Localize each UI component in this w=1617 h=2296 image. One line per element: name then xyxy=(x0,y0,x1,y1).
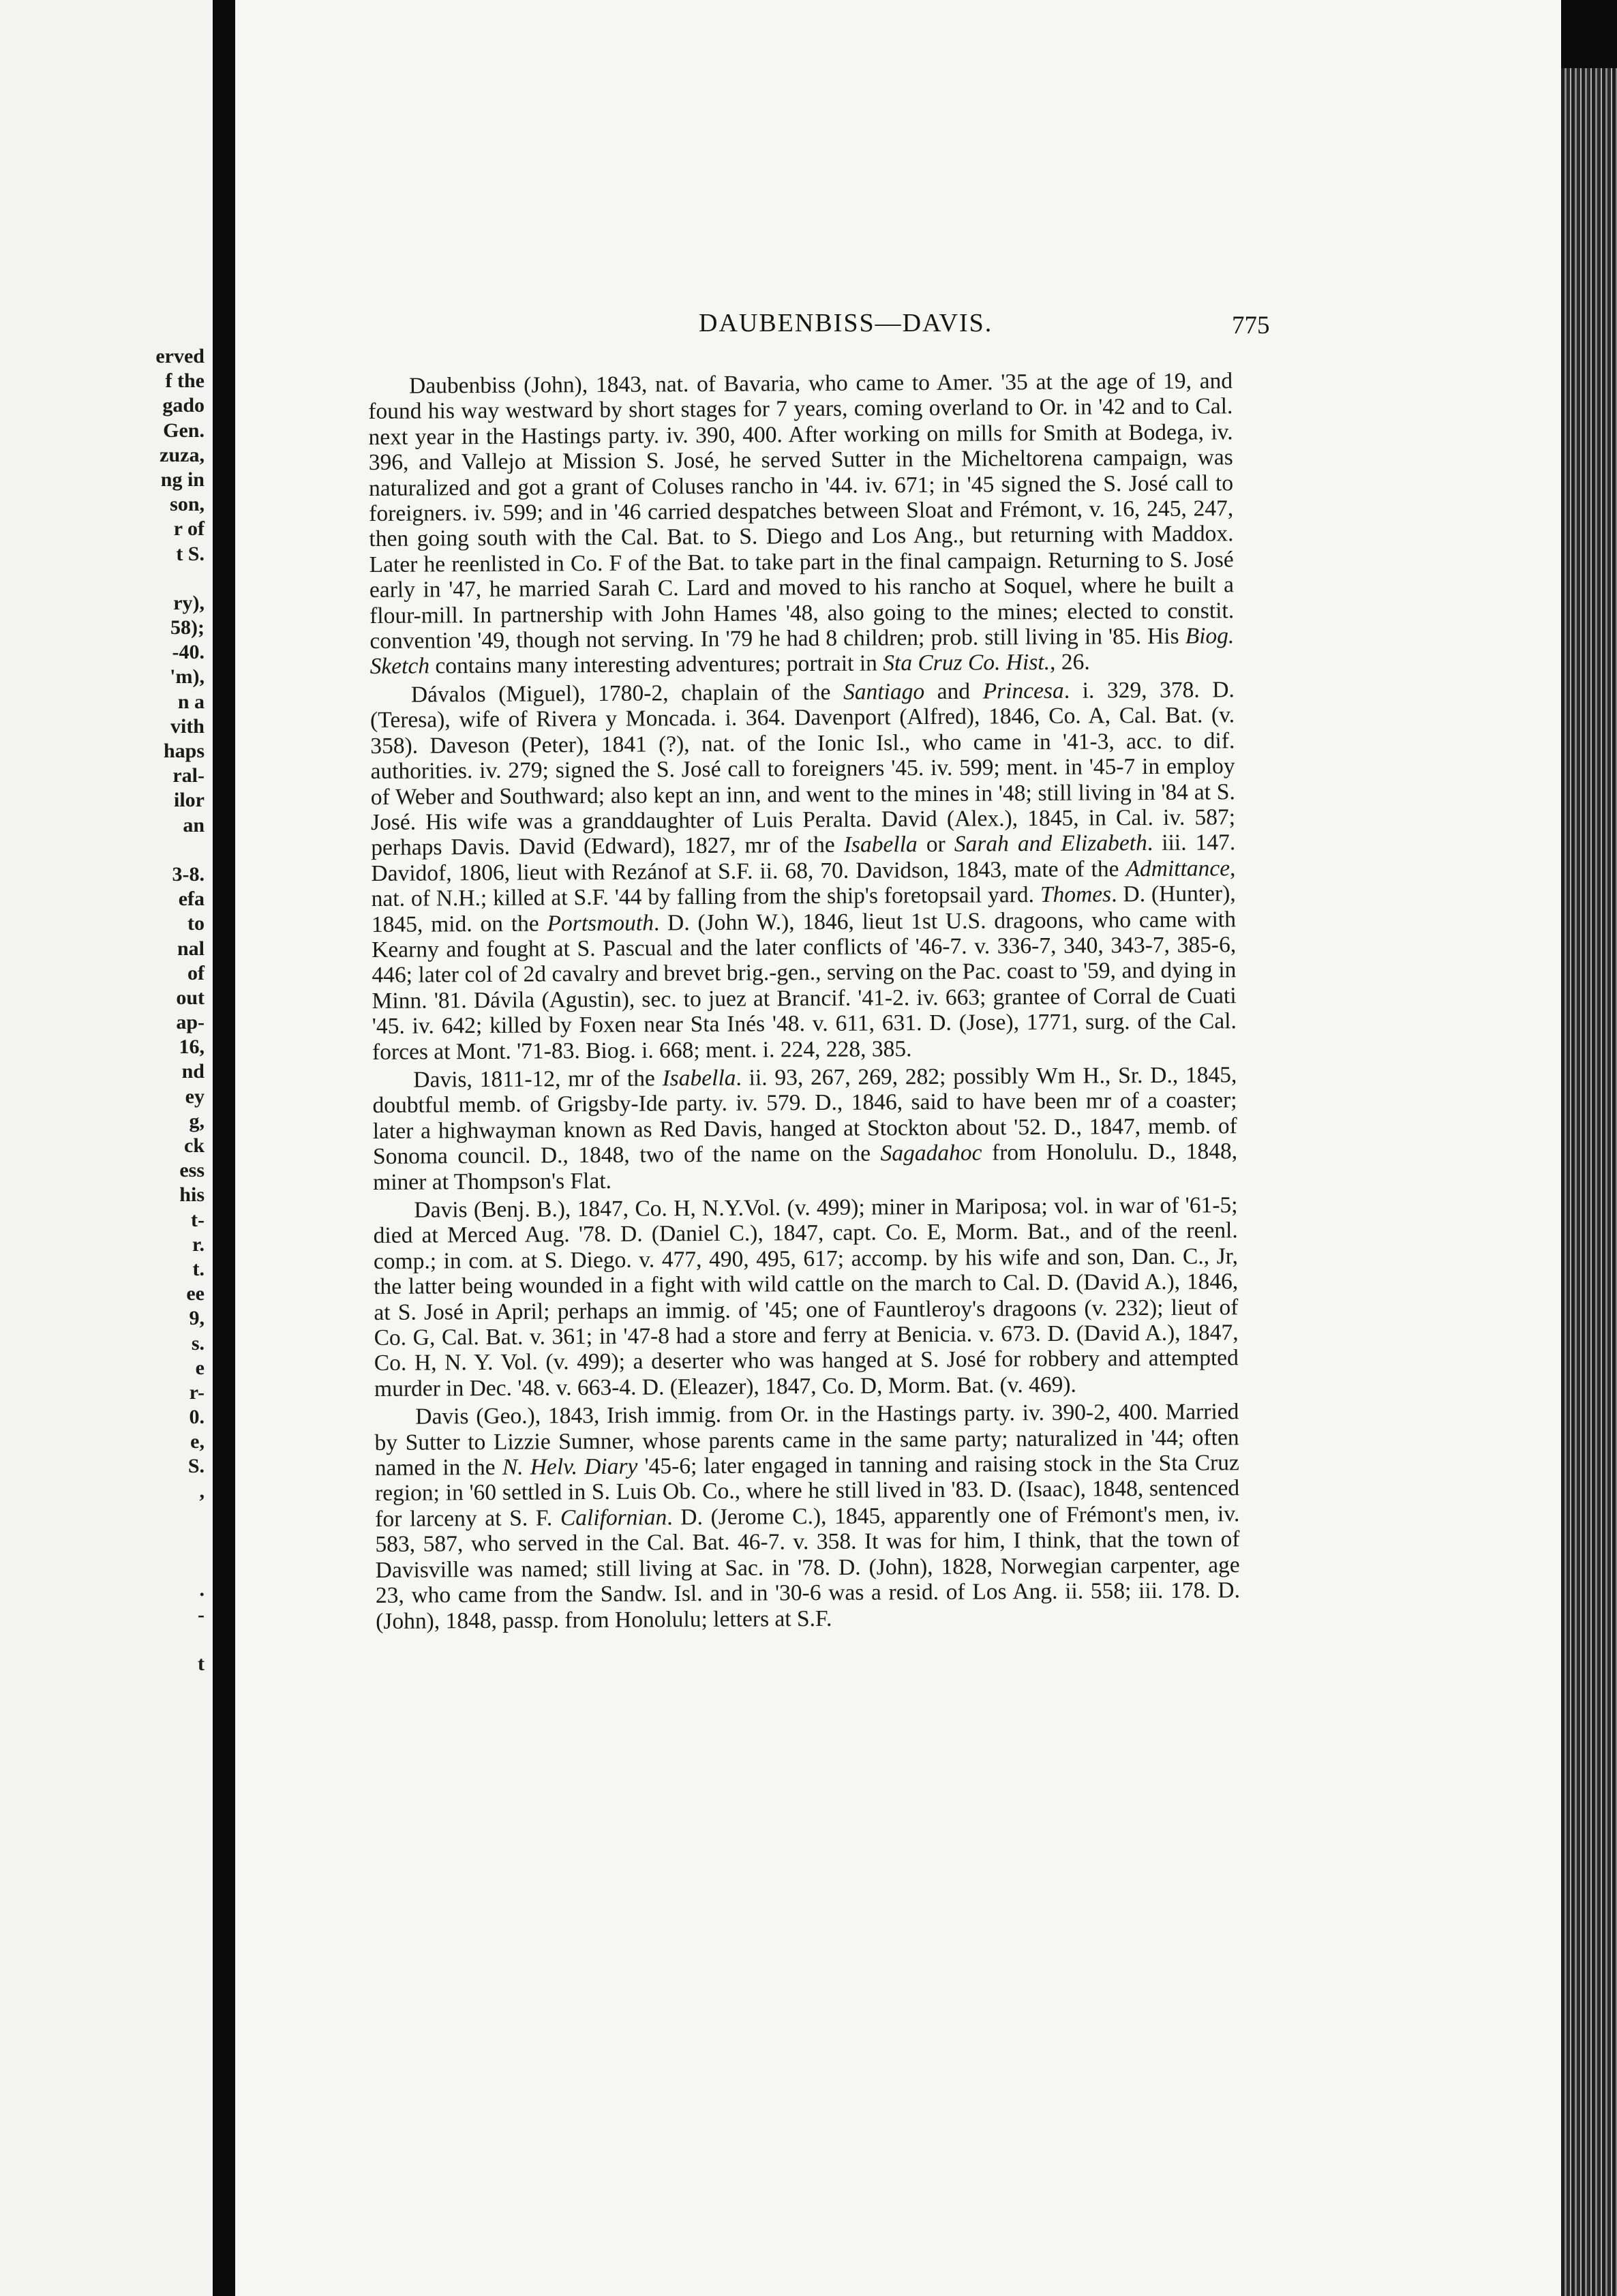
entry-paragraph xyxy=(370,677,1237,1065)
text-run: . iii. 147. Davidof, 1806, lieut with Rezánof at S.F. ii. 68, 70. Davidson, 1843, mate of the xyxy=(371,830,1236,886)
left-fragment: an xyxy=(183,813,205,836)
left-fragment: t. xyxy=(192,1257,205,1280)
italic-title: Santiago xyxy=(843,678,925,705)
left-fragment: 3-8. xyxy=(172,862,205,886)
left-fragment: ap- xyxy=(176,1011,205,1034)
italic-title: Sagadahoc xyxy=(880,1140,982,1166)
left-fragment: ilor xyxy=(174,789,205,812)
left-fragment: , xyxy=(199,1479,205,1502)
left-fragment: out xyxy=(176,986,205,1009)
text-run: Davis (Benj. B.), 1847, Co. H, N.Y.Vol. (v. 499); miner in Mariposa; vol. in war of '61-5; died at Merced Aug. '78. D. (Daniel C.), 1847, capt. Co. E, Morm. Bat., and of the reenl. comp.; in com. at S. Diego. v. 477, 490, 495, 617; accomp. by his wife and son, Dan. C., Jr, the latter being wounded in a fight with wild cattle on the march to Cal. D. (David A.), 1846, at S. José in April; perhaps an immig. of '45; one of Fauntleroy's dragoons (v. 232); lieut of Co. G, Cal. Bat. v. 361; in '47-8 had a store and ferry at Benicia. v. 673. D. (David A.), 1847, Co. H, N. Y. Vol. (v. 499); a deserter who was hanged at S. José for robbery and attempted murder in Dec. '48. v. 663-4. D. (Eleazer), 1847, Co. D, Morm. Bat. (v. 469). xyxy=(373,1192,1239,1402)
text-run: '45-6; later engaged in tanning and raising stock in the Sta Cruz region; in '60 settled in S. Luis Ob. Co., where he still lived in '83. D. (Isaac), 1848, sentenced for larceny at S. F. xyxy=(374,1450,1240,1532)
text-run: . D. (Jerome C.), 1845, apparently one of Frémont's men, iv. 583, 587, who served in the Cal. Bat. 46-7. v. 358. It was for him, I think, that the town of Davisville was named; still living at Sac. in '78. D. (John), 1828, Norwegian carpenter, age 23, who came from the Sandw. Isl. and in '30-6 was a resid. of Los Ang. ii. 558; iii. 178. D. (John), 1848, passp. from Honolulu; letters at S.F. xyxy=(375,1501,1241,1634)
left-fragment: son, xyxy=(170,493,205,516)
left-fragment xyxy=(0,567,205,591)
italic-title: Portsmouth xyxy=(547,909,654,936)
left-fragment xyxy=(0,1676,205,1701)
text-run: and xyxy=(924,678,983,704)
italic-title: N. Helv. Diary xyxy=(502,1453,638,1480)
left-fragment: s. xyxy=(191,1331,205,1355)
book-page xyxy=(235,0,1561,2296)
page-header xyxy=(235,308,1561,349)
left-fragment: 16, xyxy=(179,1036,205,1059)
top-edge-marks xyxy=(954,0,995,27)
left-fragment: efa xyxy=(178,888,205,911)
left-fragment: ry), xyxy=(173,591,205,614)
text-run: Davis, 1811-12, mr of the xyxy=(413,1066,663,1093)
left-fragment: - xyxy=(198,1603,205,1626)
left-fragment: nal xyxy=(177,937,205,960)
left-fragment: ee xyxy=(186,1282,205,1305)
left-fragment: to xyxy=(187,912,205,935)
italic-title: Isabella xyxy=(662,1065,736,1091)
left-fragment xyxy=(0,1504,205,1528)
left-fragment: 'm), xyxy=(170,665,205,689)
entry-paragraph xyxy=(372,1062,1237,1195)
left-fragment: 58); xyxy=(170,616,205,639)
left-fragment: S. xyxy=(187,1455,205,1478)
left-fragment: t xyxy=(198,1652,205,1675)
left-fragment: 0. xyxy=(189,1406,205,1429)
left-fragment: ck xyxy=(184,1134,205,1157)
text-run: . i. 329, 378. D. (Teresa), wife of Rivera y Moncada. i. 364. Davenport (Alfred), 1846, Co. A, Cal. Bat. (v. 358). Daveson (Peter), 1841 (?), nat. of the Ionic Isl., who came in '41-3, acc. to dif. authorities. iv. 279; signed the S. José call to foreigners '45. iv. 599; ment. in '45-7 in employ of Weber and Southward; also kept an inn, and went to the mines in '48; still living in '84 at S. José. His wife was a granddaughter of Luis Peralta. David (Alex.), 1845, in Cal. iv. 587; perhaps Davis. David (Edward), 1827, mr of the xyxy=(369,677,1236,861)
left-fragment: ng in xyxy=(160,468,205,491)
running-head: DAUBENBISS—DAVIS. xyxy=(699,309,993,337)
entry-paragraph xyxy=(373,1192,1239,1402)
left-fragment xyxy=(0,1528,205,1553)
left-fragment: -40. xyxy=(172,641,205,664)
text-run: Dávalos (Miguel), 1780-2, chaplain of the xyxy=(410,679,844,708)
left-fragment xyxy=(0,1627,205,1652)
left-fragment: f the xyxy=(165,369,205,393)
left-fragment xyxy=(0,1553,205,1577)
text-run: . D. (Hunter), 1845, mid. on the xyxy=(371,881,1236,937)
entry-paragraph xyxy=(368,368,1235,680)
left-fragment: t- xyxy=(191,1208,205,1231)
left-fragment: r. xyxy=(192,1233,205,1256)
italic-title: Isabella xyxy=(843,832,918,858)
italic-title: Californian xyxy=(560,1505,667,1531)
left-fragment: nd xyxy=(181,1060,205,1083)
previous-page-edge xyxy=(0,0,213,2296)
text-run: , 26. xyxy=(1049,650,1090,676)
left-fragment: ral- xyxy=(172,764,205,787)
text-run: . ii. 93, 267, 269, 282; possibly Wm H., Sr. D., 1845, doubtful memb. of Grigsby-Ide party. iv. 579. D., 1846, said to have been mr of a coaster; later a highwayman known as Red Davis, hanged at Stockton about '52. D., 1847, memb. of Sonoma council. D., 1848, two of the name on the xyxy=(372,1062,1237,1170)
left-fragment: r- xyxy=(189,1380,205,1404)
left-fragment: 9, xyxy=(189,1307,205,1330)
left-fragment: haps xyxy=(163,740,205,762)
left-fragment: t S. xyxy=(176,542,205,565)
left-fragment: e xyxy=(195,1356,205,1379)
left-fragment: of xyxy=(187,961,205,984)
left-fragment: vith xyxy=(170,714,205,738)
left-fragment: Gen. xyxy=(163,419,205,442)
book-spine-edge xyxy=(1561,68,1617,2296)
left-fragment: his xyxy=(179,1183,205,1207)
previous-page-fragments xyxy=(0,344,205,1726)
left-fragment: ess xyxy=(179,1159,205,1182)
entry-text-body xyxy=(368,368,1240,1637)
left-fragment xyxy=(0,838,205,862)
left-fragment: r of xyxy=(173,517,205,541)
text-run: , nat. of N.H.; killed at S.F. '44 by falling from the ship's foretopsail yard. xyxy=(371,855,1236,912)
entry-paragraph xyxy=(374,1399,1240,1633)
left-fragment: g, xyxy=(189,1109,205,1132)
text-run: . D. (John W.), 1846, lieut 1st U.S. dragoons, who came with Kearny and fought at S. Pascual and the later conflicts of '46-7. v. 336-7, 340, 343-7, 385-6, 446; later col of 2d cavalry and brevet brig.-gen., serving on the Pac. coast to '59, and dying in Minn. '81. Dávila (Agustin), sec. to juez at Brancif. '41-2. iv. 663; grantee of Corral de Cuati '45. iv. 642; killed by Foxen near Sta Inés '48. v. 611, 631. D. (Jose), 1771, surg. of the Cal. forces at Mont. '71-83. Biog. i. 668; ment. i. 224, 228, 385. xyxy=(372,906,1237,1065)
left-fragment: gado xyxy=(162,394,205,417)
left-fragment: zuza, xyxy=(160,443,205,466)
text-run: Davis (Geo.), 1843, Irish immig. from Or. in the Hastings party. iv. 390-2, 400. Married by Sutter to Lizzie Sumner, whose parents came in the same party; naturalized in '44; often named in the xyxy=(374,1399,1239,1481)
text-run: Daubenbiss (John), 1843, nat. of Bavaria, who came to Amer. '35 at the age of 19, and found his way westward by short stages for 7 years, coming overland to Or. in '42 and to Cal. next year in the Hastings party. iv. 390, 400. After working on mills for Smith at Bodega, iv. 396, and Vallejo at Mission S. José, he served Sutter in the Micheltorena campaign, was naturalized and got a grant of Coluses rancho in '44. iv. 671; in '45 signed the S. José call to foreigners. iv. 599; and in '46 carried despatches between Sloat and Frémont, v. 16, 245, 247, then going south with the Cal. Bat. to S. Diego and Los Ang., but returning with Maddox. Later he reenlisted in Co. F of the Bat. to take part in the final campaign. Returning to S. José early in '47, he married Sarah C. Lard and moved to his rancho at Soquel, where he built a flour-mill. In partnership with John Hames '48, also going to the mines; elected to constit. convention '49, though not serving. In '79 he had 8 children; prob. still living in '85. His xyxy=(368,368,1235,654)
italic-title: Biog. Sketch xyxy=(369,623,1235,680)
italic-title: Thomes xyxy=(1040,881,1112,908)
italic-title: Princesa xyxy=(982,678,1064,704)
left-fragment: e, xyxy=(190,1430,205,1453)
italic-title: Sarah and Elizabeth xyxy=(954,830,1147,858)
italic-title: Admittance xyxy=(1125,856,1230,881)
italic-title: Sta Cruz Co. Hist. xyxy=(883,650,1051,676)
left-fragment: erved xyxy=(155,345,205,367)
page-number: 775 xyxy=(1232,312,1270,339)
left-fragment: ey xyxy=(185,1085,205,1108)
left-fragment: . xyxy=(199,1578,205,1601)
text-run: from Honolulu. D., 1848, miner at Thompson's Flat. xyxy=(373,1138,1238,1195)
text-run: contains many interesting adventures; portrait in xyxy=(429,650,883,679)
text-run: or xyxy=(917,832,954,858)
left-fragment xyxy=(0,1701,205,1725)
left-fragment: n a xyxy=(177,690,205,713)
